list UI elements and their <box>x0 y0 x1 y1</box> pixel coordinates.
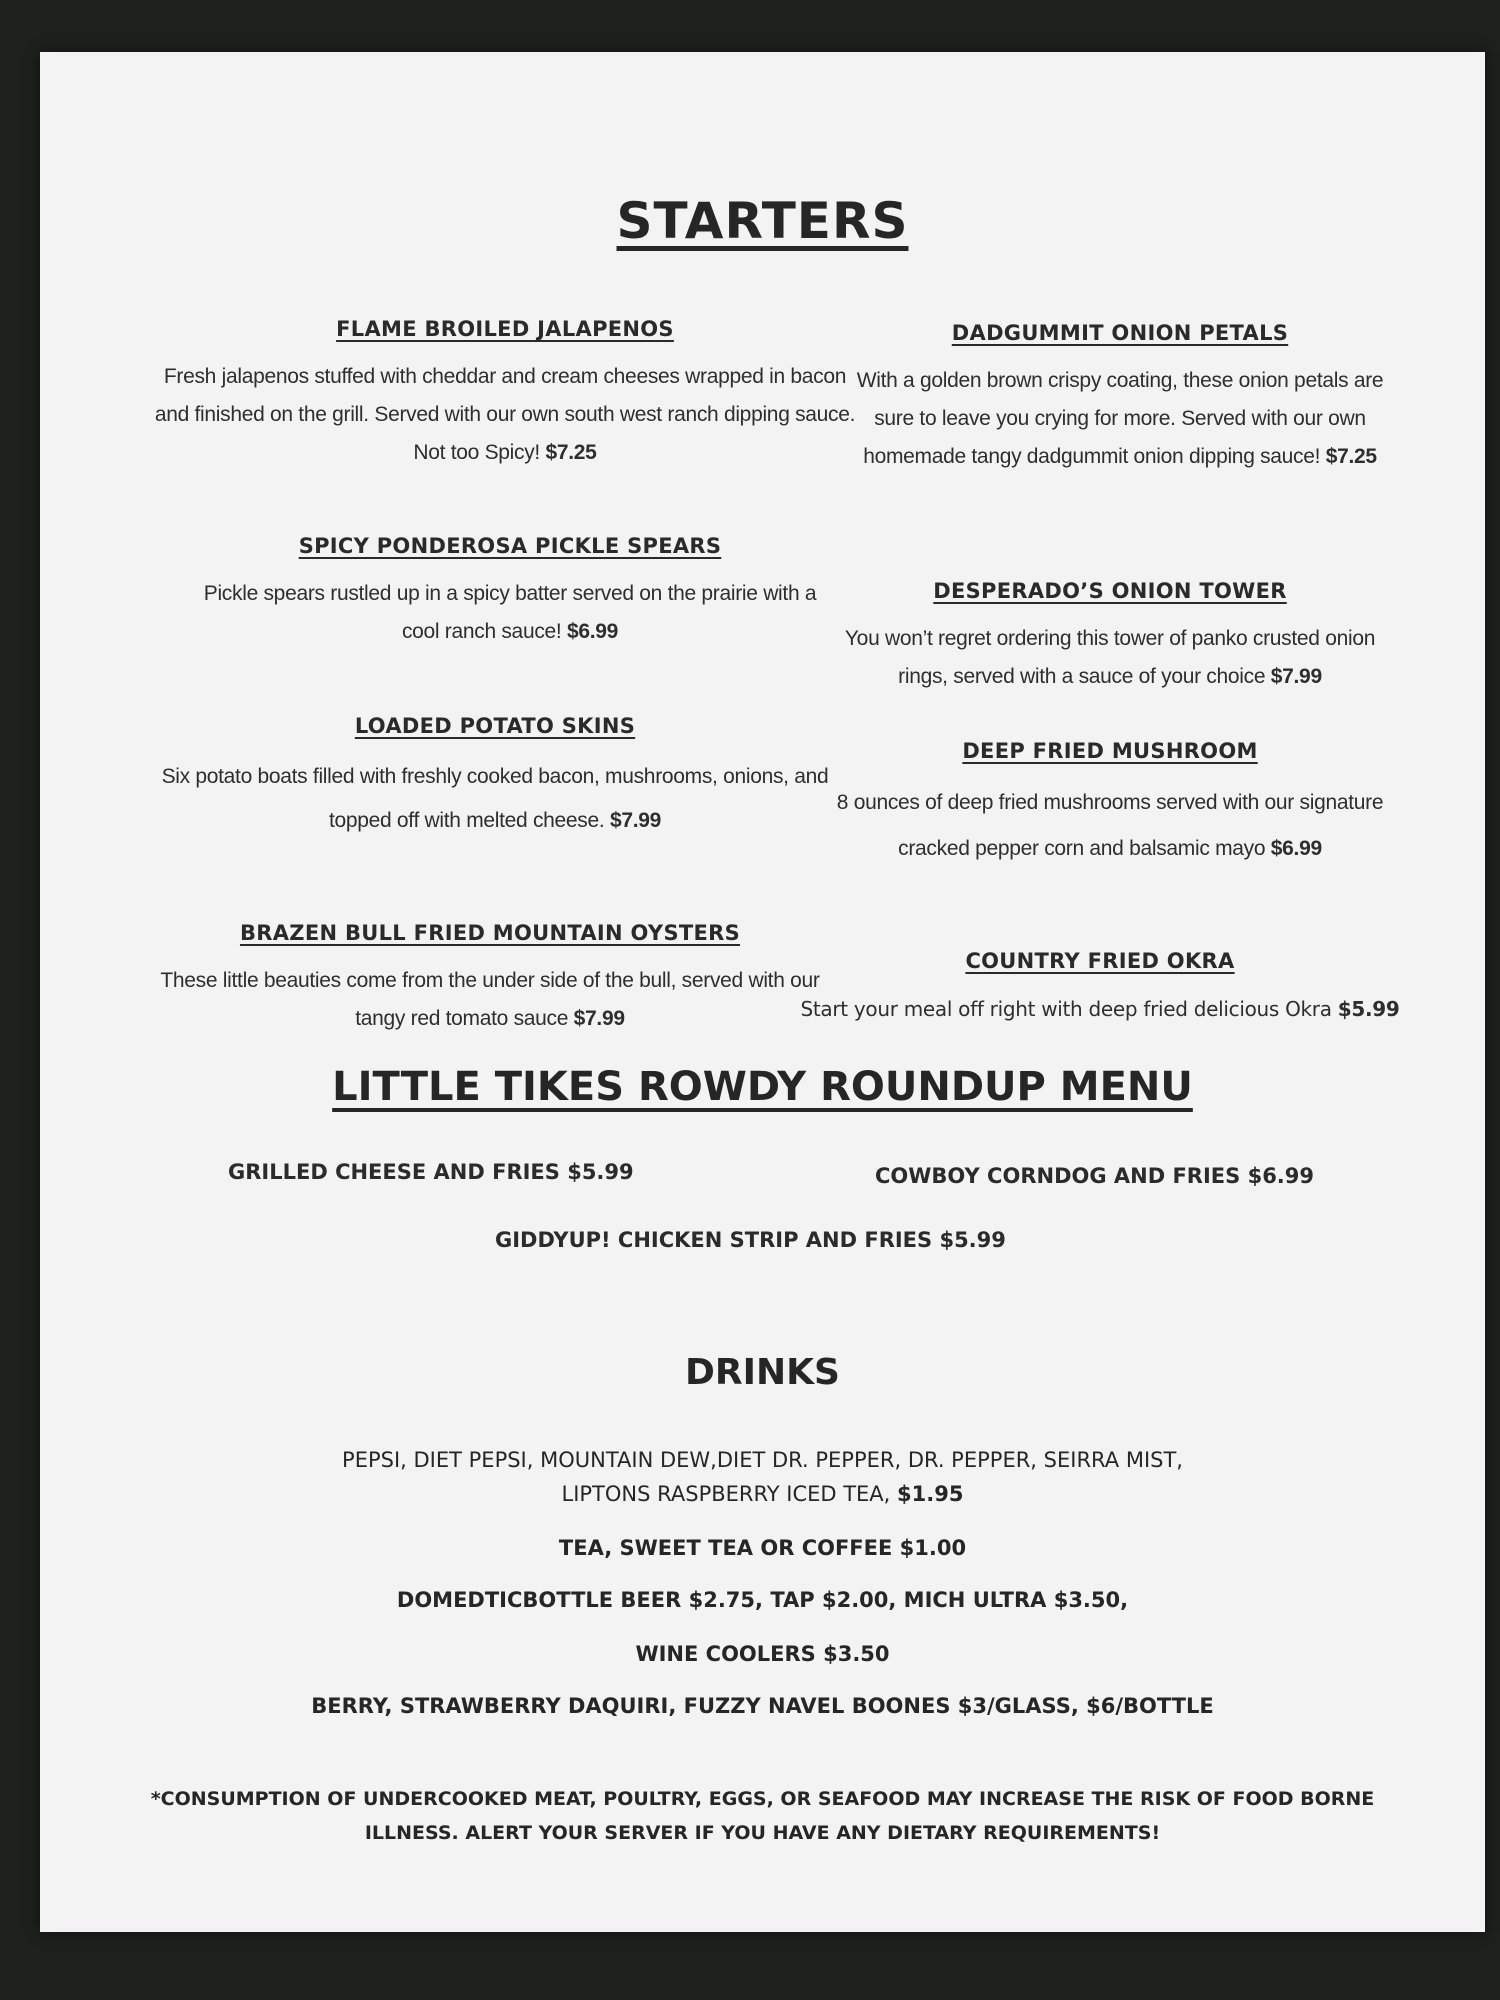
item-name: DEEP FRIED MUSHROOM <box>962 739 1258 763</box>
menu-item-flame-broiled-jalapenos <box>145 310 865 472</box>
drinks-sodas-line-1: PEPSI, DIET PEPSI, MOUNTAIN DEW,DIET DR. PEPPER, DR. PEPPER, SEIRRA MIST, <box>342 1448 1183 1472</box>
menu-item-fried-mushroom <box>830 732 1390 872</box>
item-description: Pickle spears rustled up in a spicy batter served on the prairie with a cool ranch sauce! $6.99 <box>203 582 817 643</box>
drinks-heading <box>40 1352 1485 1393</box>
item-price: $6.99 <box>566 620 619 643</box>
item-description: 8 ounces of deep fried mushrooms served with our signature cracked pepper corn and balsamic mayo $6.99 <box>836 791 1384 860</box>
kids-menu-heading <box>40 1064 1485 1110</box>
item-price: $7.99 <box>609 809 662 832</box>
drinks-beer: DOMEDTICBOTTLE BEER $2.75, TAP $2.00, MICH ULTRA $3.50, <box>396 1588 1129 1612</box>
item-price: $7.99 <box>573 1007 625 1030</box>
menu-item-onion-tower <box>820 572 1400 696</box>
starters-title: STARTERS <box>616 192 909 250</box>
menu-item-fried-okra <box>800 942 1400 1028</box>
menu-item-mountain-oysters <box>155 914 825 1038</box>
drinks-title: DRINKS <box>685 1352 840 1393</box>
disclaimer-line-2: ILLNESS. ALERT YOUR SERVER IF YOU HAVE ANY DIETARY REQUIREMENTS! <box>364 1822 1161 1844</box>
kids-item-corndog: COWBOY CORNDOG AND FRIES $6.99 <box>875 1164 1315 1188</box>
menu-item-potato-skins <box>155 707 835 843</box>
starters-heading <box>40 192 1485 250</box>
menu-page <box>40 52 1485 1932</box>
menu-item-pickle-spears <box>195 527 825 651</box>
item-description: With a golden brown crispy coating, these onion petals are sure to leave you crying for more. Served with our own homemade tangy dadgummit onion dipping sauce! $7.25 <box>856 369 1384 468</box>
item-name: DADGUMMIT ONION PETALS <box>951 321 1289 345</box>
item-name: BRAZEN BULL FRIED MOUNTAIN OYSTERS <box>239 921 741 945</box>
item-name: LOADED POTATO SKINS <box>354 714 636 738</box>
drinks-sodas-price: $1.95 <box>897 1482 964 1506</box>
item-name: FLAME BROILED JALAPENOS <box>336 317 674 341</box>
item-description: Start your meal off right with deep fried delicious Okra $5.99 <box>800 997 1400 1021</box>
kids-menu-title: LITTLE TIKES ROWDY ROUNDUP MENU <box>332 1064 1193 1110</box>
drinks-boones: BERRY, STRAWBERRY DAQUIRI, FUZZY NAVEL BOONES $3/GLASS, $6/BOTTLE <box>311 1694 1214 1718</box>
item-price: $7.25 <box>1325 445 1377 468</box>
item-price: $7.25 <box>545 441 597 464</box>
item-name: SPICY PONDEROSA PICKLE SPEARS <box>298 534 722 558</box>
menu-item-onion-petals <box>840 314 1400 476</box>
item-price: $5.99 <box>1337 997 1400 1021</box>
kids-item-chicken-strip: GIDDYUP! CHICKEN STRIP AND FRIES $5.99 <box>495 1228 1006 1252</box>
item-description: Six potato boats filled with freshly cooked bacon, mushrooms, onions, and topped off with melted cheese. $7.99 <box>161 765 829 832</box>
food-safety-disclaimer <box>100 1782 1425 1850</box>
drinks-sodas-line-2: LIPTONS RASPBERRY ICED TEA, $1.95 <box>561 1482 964 1506</box>
item-name: DESPERADO’S ONION TOWER <box>933 579 1287 603</box>
item-description: You won’t regret ordering this tower of panko crusted onion rings, served with a sauce of your choice $7.99 <box>844 627 1376 688</box>
item-price: $7.99 <box>1270 665 1322 688</box>
item-price: $6.99 <box>1270 837 1322 860</box>
item-description: Fresh jalapenos stuffed with cheddar and cream cheeses wrapped in bacon and finished on the grill. Served with our own south west ranch dipping sauce. Not too Spicy! $7.25 <box>154 365 856 464</box>
drinks-tea-coffee: TEA, SWEET TEA OR COFFEE $1.00 <box>558 1536 967 1560</box>
kids-item-grilled-cheese: GRILLED CHEESE AND FRIES $5.99 <box>228 1160 634 1184</box>
item-description: These little beauties come from the under side of the bull, served with our tangy red tomato sauce $7.99 <box>160 969 820 1030</box>
item-name: COUNTRY FRIED OKRA <box>965 949 1235 973</box>
disclaimer-line-1: *CONSUMPTION OF UNDERCOOKED MEAT, POULTRY, EGGS, OR SEAFOOD MAY INCREASE THE RISK OF FOOD BORNE <box>150 1788 1375 1810</box>
drinks-wine-coolers: WINE COOLERS $3.50 <box>635 1642 890 1666</box>
